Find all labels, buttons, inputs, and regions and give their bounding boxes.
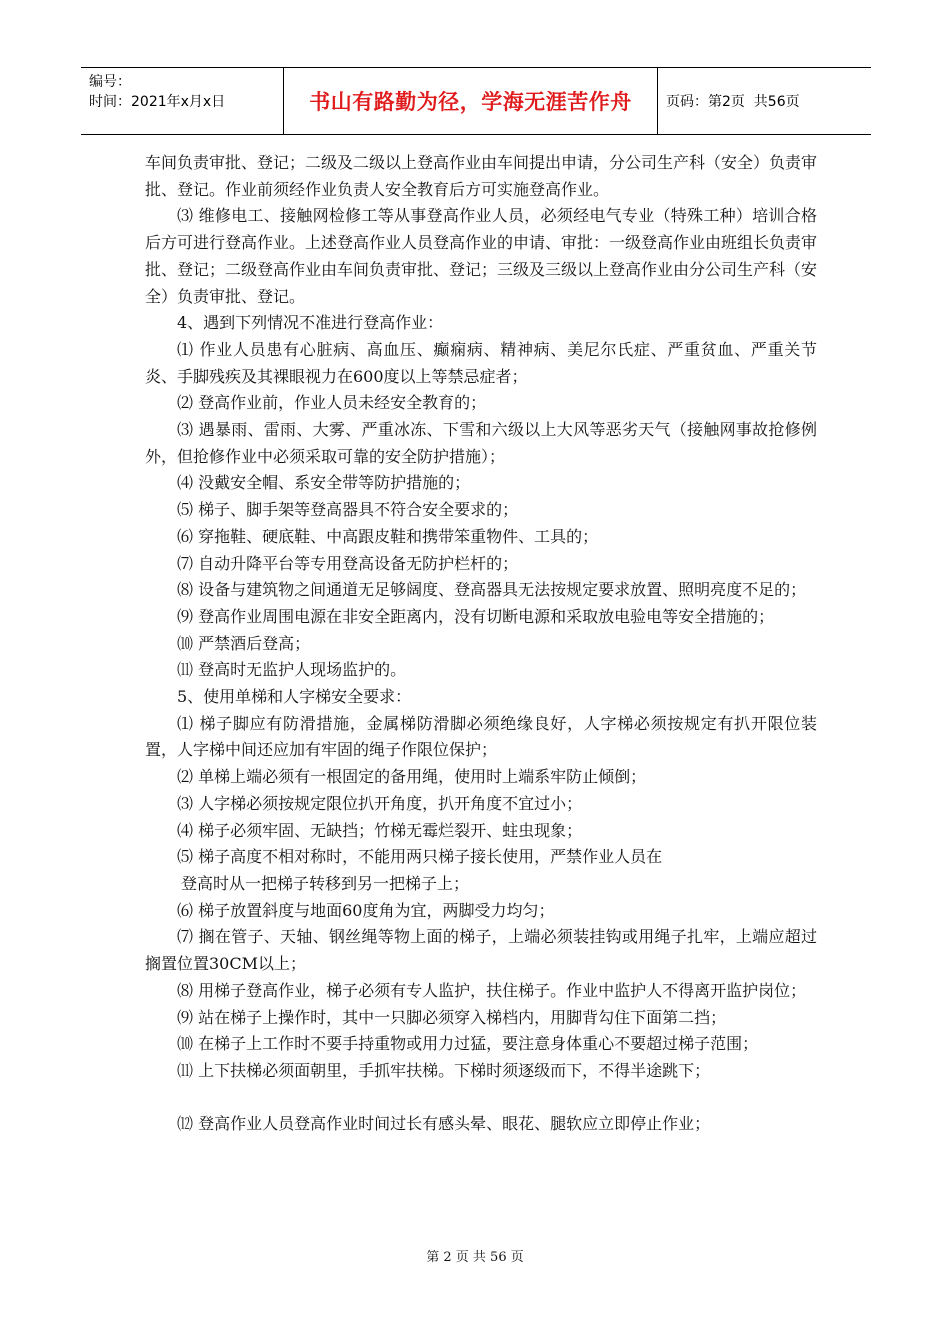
list-item: ⑺ 搁在管子、天轴、钢丝绳等物上面的梯子，上端必须装挂钩或用绳子扎牢，上端应超过搁置位置30CM以上； (145, 927, 817, 974)
header-page-cell (658, 68, 871, 134)
header-meta-cell (81, 68, 284, 134)
body-text (145, 150, 817, 1137)
document-date-label: 时间：2021年x月x日 (89, 94, 226, 110)
list-item: ⑵ 登高作业前，作业人员未经安全教育的； (177, 393, 487, 413)
list-item-continuation: 登高时从一把梯子转移到另一把梯子上； (181, 873, 470, 893)
list-item: ⑴ 作业人员患有心脏病、高血压、癫痫病、精神病、美尼尔氏症、严重贫血、严重关节炎、手脚残疾及其裸眼视力在600度以上等禁忌症者； (145, 339, 817, 386)
list-item: ⑷ 没戴安全帽、系安全带等防护措施的； (177, 473, 471, 493)
header-page-number: 页码：第2页 共56页 (666, 94, 800, 110)
footer-page-number: 第 2 页 共 56 页 (426, 1250, 524, 1265)
list-item: ⑻ 用梯子登高作业，梯子必须有专人监护，扶住梯子。作业中监护人不得离开监护岗位； (177, 980, 807, 1000)
list-item: ⑸ 梯子、脚手架等登高器具不符合安全要求的； (177, 500, 519, 520)
page-footer (0, 1246, 950, 1265)
list-item: ⑾ 登高时无监护人现场监护的。 (177, 660, 407, 680)
list-item: ⑽ 严禁酒后登高； (177, 633, 311, 653)
list-item: ⑵ 单梯上端必须有一根固定的备用绳，使用时上端系牢防止倾倒； (177, 767, 647, 787)
list-item: ⑽ 在梯子上工作时不要手持重物或用力过猛，要注意身体重心不要超过梯子范围； (177, 1034, 759, 1054)
paragraph: 车间负责审批、登记；二级及二级以上登高作业由车间提出申请，分公司生产科（安全）负责审批、登记。作业前须经作业负责人安全教育后方可实施登高作业。 (145, 153, 818, 199)
list-item: ⑶ 人字梯必须按规定限位扒开角度，扒开角度不宜过小； (177, 793, 583, 813)
list-item: ⑷ 梯子必须牢固、无缺挡；竹梯无霉烂裂开、蛀虫现象； (177, 820, 583, 840)
list-item: ⑻ 设备与建筑物之间通道无足够阔度、登高器具无法按规定要求放置、照明亮度不足的； (177, 580, 807, 600)
list-item: ⑹ 穿拖鞋、硬底鞋、中高跟皮鞋和携带笨重物件、工具的； (177, 526, 599, 546)
header-motto: 书山有路勤为径，学海无涯苦作舟 (284, 68, 658, 134)
list-item: ⑶ 遇暴雨、雷雨、大雾、严重冰冻、下雪和六级以上大风等恶劣天气（接触网事故抢修例外，但抢修作业中必须采取可靠的安全防护措施）； (145, 420, 817, 466)
document-number-label: 编号： (89, 74, 131, 90)
section-heading: 4、遇到下列情况不准进行登高作业： (177, 313, 444, 333)
list-item: ⑼ 站在梯子上操作时，其中一只脚必须穿入梯档内，用脚背勾住下面第二挡； (177, 1007, 727, 1027)
list-item: ⑸ 梯子高度不相对称时，不能用两只梯子接长使用，严禁作业人员在 (177, 847, 663, 867)
list-item: ⑼ 登高作业周围电源在非安全距离内，没有切断电源和采取放电验电等安全措施的； (177, 606, 775, 626)
list-item: ⑾ 上下扶梯必须面朝里，手抓牢扶梯。下梯时须逐级而下，不得半途跳下； (177, 1060, 711, 1080)
list-item: ⑺ 自动升降平台等专用登高设备无防护栏杆的； (177, 553, 519, 573)
section-heading: 5、使用单梯和人字梯安全要求： (177, 687, 412, 707)
list-item: ⑴ 梯子脚应有防滑措施，金属梯防滑脚必须绝缘良好，人字梯必须按规定有扒开限位装置，人字梯中间还应加有牢固的绳子作限位保护； (145, 713, 817, 760)
header-table (81, 67, 871, 135)
list-item: ⑹ 梯子放置斜度与地面60度角为宜，两脚受力均匀； (177, 900, 555, 920)
list-item: ⑿ 登高作业人员登高作业时间过长有感头晕、眼花、腿软应立即停止作业； (177, 1113, 711, 1133)
paragraph: ⑶ 维修电工、接触网检修工等从事登高作业人员，必须经电气专业（特殊工种）培训合格后方可进行登高作业。上述登高作业人员登高作业的申请、审批：一级登高作业由班组长负责审批、登记；二级登高作业由车间负责审批、登记；三级及三级以上登高作业由分公司生产科（安全）负责审批、登记。 (145, 206, 818, 306)
